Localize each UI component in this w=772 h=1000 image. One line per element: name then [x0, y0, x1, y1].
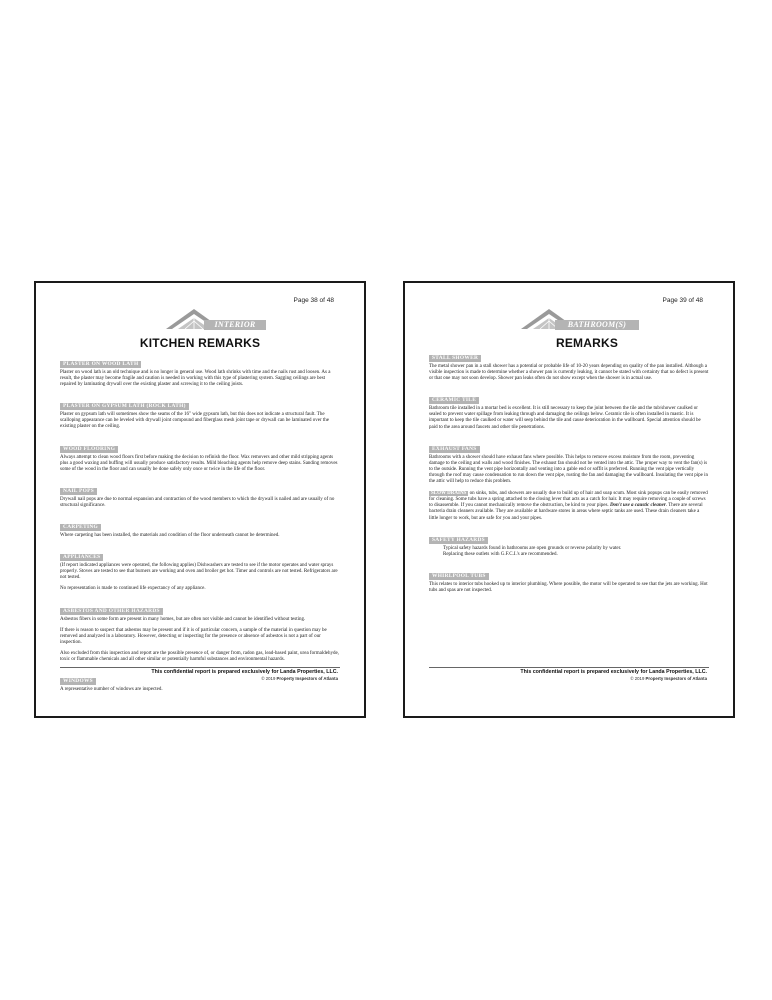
section-text: Plaster on gypsum lath will sometimes show the seams of the 16" wide gypsum lath, but this does not indicate a structural fault. The scalloping appearance can be leveled with drywall joint compound and fiberglass mesh joint tape or drywall can be laminated over the existing plaster on the ceiling.: [60, 412, 329, 430]
section-heading: CARPETING: [60, 524, 101, 531]
section-heading: SLOW DRAINS: [431, 491, 467, 497]
section-text: The metal shower pan in a stall shower has a potential or probable life of 10-20 years depending on quality of the pan installed. Although a visible inspection is made to determine whether a shower pan is currently leaking, it cannot be stated with certainty that no defect is present or that one may not soon develop. Shower pan leaks often do not show except when the shower is in actual use.: [429, 364, 709, 382]
remarks-body: [429, 346, 709, 600]
section-text: Asbestos fibers in some form are present in many homes, but are often not visible and cannot be identified without testing.: [60, 616, 306, 622]
section-heading: NAIL POPS: [60, 488, 97, 495]
section-heading: WHIRLPOOL TUBS: [429, 573, 489, 580]
page-title: REMARKS: [555, 336, 619, 350]
section-text: This relates to interior tubs hooked up to interior plumbing. Where possible, the motor will be operated to see that the jets are working. Hot tubs and spas are not inspected.: [429, 581, 708, 593]
remarks-body: [60, 352, 340, 699]
section-text: Always attempt to clean wood floors first before making the decision to refinish the floor. Wax removers and other mild stripping agents plus a good waxing and buffing will usually produce satisfactory results. Mild bleaching agents help remove deep stains. Sanding removes some of the wood in the floor and can usually be done safely only once or twice in the life of the floor.: [60, 454, 338, 472]
footer-copyright: © 2019 Property Inspectors of Atlanta: [630, 676, 707, 681]
caustic-warning: Don't use a caustic cleaner: [609, 503, 666, 509]
footer-divider: [429, 667, 709, 668]
section-ribbon: INTERIOR: [204, 320, 266, 330]
section-slow-drains: [429, 491, 709, 521]
section-heading: SAFETY HAZARDS: [429, 537, 488, 544]
section-text: A representative number of windows are inspected.: [60, 687, 163, 693]
section-stall-shower: [429, 346, 709, 382]
section-heading: WINDOWS: [60, 678, 96, 685]
section-text: Bathroom tile installed in a mortar bed is excellent. It is still necessary to keep the joint between the tile and the tub/shower caulked or sealed to prevent water spillage from leaking through and damaging the ceilings below. Ceramic tile is often installed in mastic. It is important to keep the tile caulked or water will seep behind the tile and cause deterioration in the wallboard. Special attention should be paid to the area around faucets and other tile penetrations.: [429, 406, 701, 430]
section-text: Also excluded from this inspection and report are the possible presence of, or danger from, radon gas, lead-based paint, urea formaldehyde, toxic or flammable chemicals and all other similar or potentially harmful substances and environmental hazards.: [60, 650, 339, 662]
page-title: KITCHEN REMARKS: [139, 336, 261, 350]
section-ribbon: BATHROOM(S): [555, 320, 639, 330]
page-number: Page 39 of 48: [662, 297, 703, 304]
section-text: SLOW DRAINS on sinks, tubs, and showers are usually due to build up of hair and soap scum. Most sink popups can be easily removed for cleaning. Some tubs have a spring attached to the closing lever that acts as a catch for hair. It may require removing a couple of screws to disassemble. If you cannot mechanically remove the obstruction, be kind to your pipes. Don't use a caustic cleaner. There are several bacteria drain cleaners available. They are available at hardware stores in areas where septic tanks are used. These drain cleaners take a little longer to work, but are safe for you and your pipes.: [429, 491, 708, 521]
page-footer: [151, 669, 338, 681]
section-heading: APPLIANCES: [60, 554, 103, 561]
section-whirlpool-tubs: [429, 564, 709, 594]
section-safety-hazards: [429, 528, 709, 558]
section-text: Typical safety hazards found in bathrooms are open grounds or reverse polarity by water.: [443, 545, 622, 551]
section-appliances: [60, 545, 340, 592]
section-heading: EXHAUST FANS: [429, 446, 480, 453]
page-number: Page 38 of 48: [293, 297, 334, 304]
section-text: Plaster on wood lath is an old technique and is no longer in general use. Wood lath shrinks with time and the nails rust and loosen. As a result, the plaster may become fragile and caution is needed in working with this type of plastering system. Sagging ceilings are best repaired by laminating drywall over the existing plaster and screwing it to the ceiling joists.: [60, 370, 331, 388]
section-wood-flooring: [60, 437, 340, 473]
section-heading: STALL SHOWER: [429, 355, 481, 362]
section-carpeting: [60, 515, 340, 539]
footer-copyright: © 2019 Property Inspectors of Atlanta: [261, 676, 338, 681]
section-ceramic-tile: [429, 388, 709, 430]
section-heading: PLASTER ON WOOD LATH: [60, 361, 141, 368]
footer-confidential-notice: This confidential report is prepared exclusively for Landa Properties, LLC.: [151, 669, 338, 675]
section-heading: PLASTER ON GYPSUM LATH (ROCK LATH): [60, 403, 189, 410]
section-heading: WOOD FLOORING: [60, 446, 118, 453]
section-text: No representation is made to continued life expectancy of any appliance.: [60, 586, 206, 592]
section-heading: ASBESTOS AND OTHER HAZARDS: [60, 608, 163, 615]
section-plaster-wood-lath: [60, 352, 340, 388]
report-page-38: [34, 281, 366, 718]
section-text: Where carpeting has been installed, the materials and condition of the floor underneath cannot be determined.: [60, 533, 280, 539]
section-exhaust-fans: [429, 437, 709, 485]
section-text: Drywall nail pops are due to normal expansion and contraction of the wood members to which the drywall is nailed and are usually of no structural significance.: [60, 496, 335, 508]
footer-confidential-notice: This confidential report is prepared exclusively for Landa Properties, LLC.: [520, 669, 707, 675]
section-asbestos: [60, 599, 340, 664]
section-text: If there is reason to suspect that asbestos may be present and if it is of particular concern, a sample of the material in question may be removed and analyzed in a laboratory. However, detecting or inspecting for the presence or absence of asbestos is not a part of our inspection.: [60, 627, 327, 645]
page-footer: [520, 669, 707, 681]
section-text: Bathrooms with a shower should have exhaust fans where possible. This helps to remove excess moisture from the room, preventing damage to the ceiling and walls and wood finishes. The exhaust fan should not be vented into the attic. The proper way to vent the fan(s) is to the outside. Running the vent pipe horizontally and venting into a gable end or soffit is preferred. Running the vent pipe vertically through the roof may cause condensation to run down the vent pipe, rusting the fan and damaging the wallboard. Insulating the vent pipe in the attic will help to reduce this problem.: [429, 454, 708, 485]
section-heading: CERAMIC TILE: [429, 397, 479, 404]
report-page-39: [403, 281, 735, 718]
section-nail-pops: [60, 479, 340, 509]
section-plaster-gypsum-lath: [60, 394, 340, 430]
section-text: (If report indicated appliances were operated, the following applies) Dishwashers are tested to see if the motor operates and water sprays properly. Stoves are tested to see that burners are working and oven and broiler get hot. Timer and controls are not tested. Refrigerators are not tested.: [60, 563, 338, 581]
section-text: Replacing these outlets with G.F.C.I.'s are recommended.: [443, 551, 558, 557]
footer-divider: [60, 667, 340, 668]
